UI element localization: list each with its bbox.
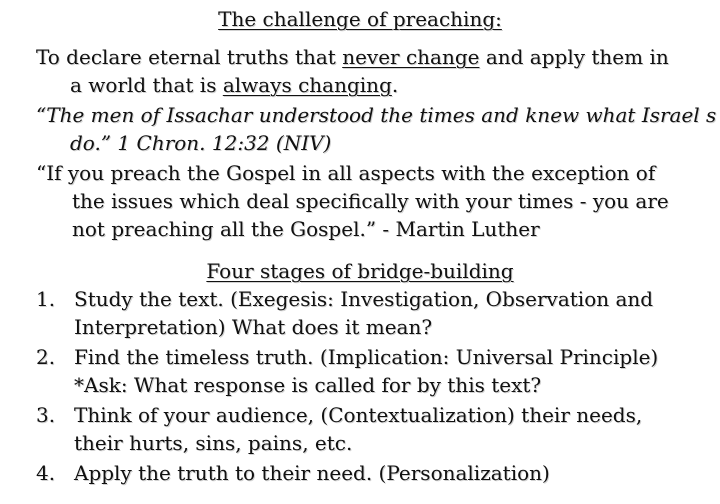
stages-title: Four stages of bridge-building: [206, 259, 514, 283]
stage-2-line-1: Find the timeless truth. (Implication: Universal Principle): [74, 345, 659, 369]
intro-line-2: [70, 72, 398, 98]
stage-1-line-2: Interpretation) What does it mean?: [74, 315, 433, 339]
issachar-quote-line-2: do.” 1 Chron. 12:32 (NIV): [70, 131, 332, 155]
stage-2-line-2: *Ask: What response is called for by this text?: [74, 373, 542, 397]
slide-heading: The challenge of preaching:: [218, 7, 502, 31]
stage-1-line-1: Study the text. (Exegesis: Investigation, Observation and: [74, 287, 654, 311]
intro-line-1: [36, 44, 669, 70]
stage-number: 4.: [36, 461, 56, 485]
intro-text: and apply them in: [479, 45, 669, 69]
never-change-emphasis: never change: [342, 45, 480, 69]
stage-number: 1.: [36, 287, 56, 311]
luther-quote-line-1: “If you preach the Gospel in all aspects with the exception of: [36, 161, 656, 185]
stage-3-line-1: Think of your audience, (Contextualization) their needs,: [74, 403, 643, 427]
luther-quote-line-3: not preaching all the Gospel.” - Martin Luther: [72, 217, 540, 241]
issachar-quote-line-1: “The men of Issachar understood the times and knew what Israel s: [36, 103, 717, 127]
intro-text: a world that is: [70, 73, 223, 97]
intro-text: To declare eternal truths that: [36, 45, 343, 69]
stage-4-line-1: Apply the truth to their need. (Personalization): [74, 461, 550, 485]
luther-quote-line-2: the issues which deal specifically with your times - you are: [72, 189, 669, 213]
stage-3-line-2: their hurts, sins, pains, etc.: [74, 431, 353, 455]
stage-number: 2.: [36, 345, 56, 369]
stage-number: 3.: [36, 403, 56, 427]
intro-text: .: [391, 73, 399, 97]
always-changing-emphasis: always changing: [222, 73, 392, 97]
